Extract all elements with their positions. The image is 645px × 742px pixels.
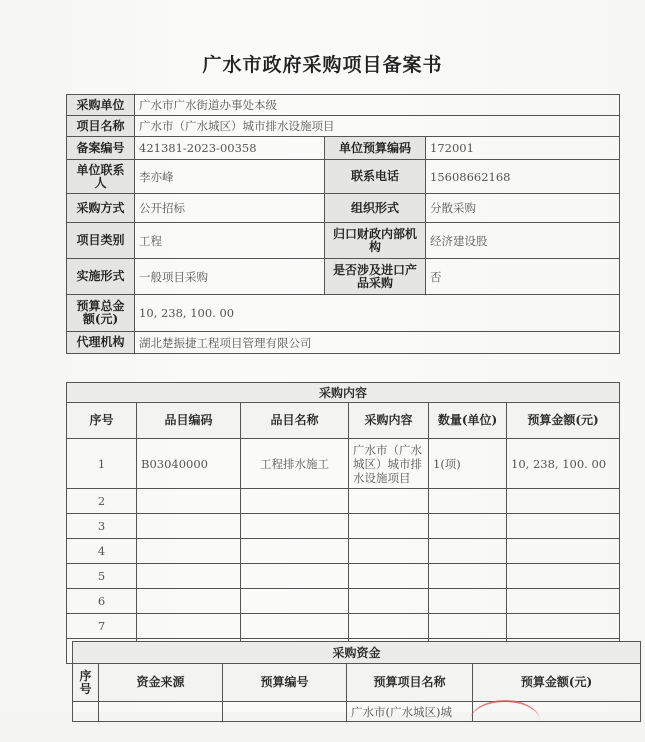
impl-label: 实施形式 xyxy=(67,259,135,295)
phone-value: 15608662168 xyxy=(426,160,620,194)
item-content xyxy=(349,564,429,589)
item-name xyxy=(241,539,349,564)
items-header-no: 序号 xyxy=(67,403,137,439)
item-qty xyxy=(429,589,507,614)
item-name xyxy=(241,489,349,514)
dept-value: 经济建设股 xyxy=(426,223,620,259)
table-row xyxy=(67,589,620,614)
item-code xyxy=(137,489,241,514)
item-qty xyxy=(429,514,507,539)
item-amount xyxy=(507,589,620,614)
item-no: 5 xyxy=(67,564,137,589)
items-section-title: 采购内容 xyxy=(67,383,620,403)
item-no: 4 xyxy=(67,539,137,564)
item-no: 7 xyxy=(67,614,137,639)
item-qty xyxy=(429,489,507,514)
record-no-label: 备案编号 xyxy=(67,137,135,160)
phone-label: 联系电话 xyxy=(325,160,426,194)
budget-code-value: 172001 xyxy=(426,137,620,160)
table-row xyxy=(67,564,620,589)
item-no: 6 xyxy=(67,589,137,614)
import-value: 否 xyxy=(426,259,620,295)
item-content xyxy=(349,614,429,639)
impl-value: 一般项目采购 xyxy=(135,259,325,295)
items-header-amount: 预算金额(元) xyxy=(507,403,620,439)
table-row xyxy=(67,489,620,514)
item-content xyxy=(349,514,429,539)
items-header-content: 采购内容 xyxy=(349,403,429,439)
org-form-label: 组织形式 xyxy=(325,194,426,223)
category-label: 项目类别 xyxy=(67,223,135,259)
items-table xyxy=(66,382,620,664)
item-code xyxy=(137,564,241,589)
budget-total-value: 10, 238, 100. 00 xyxy=(135,295,620,332)
item-amount xyxy=(507,514,620,539)
contact-label: 单位联系人 xyxy=(67,160,135,194)
funds-header-budget-name: 预算项目名称 xyxy=(347,664,473,702)
agency-value: 湖北楚振捷工程项目管理有限公司 xyxy=(135,332,620,354)
funds-header-budget-no: 预算编号 xyxy=(223,664,347,702)
funds-row-name: 广水市(广水城区)城 xyxy=(347,702,473,722)
project-label: 项目名称 xyxy=(67,116,135,137)
item-name xyxy=(241,514,349,539)
item-amount xyxy=(507,564,620,589)
item-content xyxy=(349,589,429,614)
item-content xyxy=(349,489,429,514)
item-amount xyxy=(507,489,620,514)
info-table xyxy=(66,94,620,354)
agency-label: 代理机构 xyxy=(67,332,135,354)
item-no: 1 xyxy=(67,439,137,489)
table-row xyxy=(67,439,620,489)
unit-value: 广水市广水街道办事处本级 xyxy=(135,95,620,116)
item-name xyxy=(241,614,349,639)
document-title: 广水市政府采购项目备案书 xyxy=(202,54,443,76)
items-header-qty: 数量(单位) xyxy=(429,403,507,439)
item-code xyxy=(137,589,241,614)
project-value: 广水市（广水城区）城市排水设施项目 xyxy=(135,116,620,137)
item-amount xyxy=(507,614,620,639)
item-name xyxy=(241,589,349,614)
item-qty xyxy=(429,564,507,589)
funds-header-no: 序号 xyxy=(73,664,99,702)
table-row xyxy=(67,614,620,639)
table-row xyxy=(67,539,620,564)
method-value: 公开招标 xyxy=(135,194,325,223)
item-code: B03040000 xyxy=(137,439,241,489)
item-code xyxy=(137,614,241,639)
item-no: 2 xyxy=(67,489,137,514)
item-code xyxy=(137,514,241,539)
official-stamp xyxy=(470,700,540,742)
funds-header-source: 资金来源 xyxy=(99,664,223,702)
unit-label: 采购单位 xyxy=(67,95,135,116)
item-content xyxy=(349,539,429,564)
funds-header-amount: 预算金额(元) xyxy=(473,664,641,702)
item-name xyxy=(241,564,349,589)
import-label: 是否涉及进口产品采购 xyxy=(325,259,426,295)
item-name: 工程排水施工 xyxy=(241,439,349,489)
category-value: 工程 xyxy=(135,223,325,259)
item-content: 广水市（广水城区）城市排水设施项目 xyxy=(349,439,429,489)
item-qty: 1(项) xyxy=(429,439,507,489)
record-no-value: 421381-2023-00358 xyxy=(135,137,325,160)
items-header-code: 品目编码 xyxy=(137,403,241,439)
org-form-value: 分散采购 xyxy=(426,194,620,223)
funds-section-title: 采购资金 xyxy=(73,642,641,664)
funds-table xyxy=(72,641,641,722)
item-amount: 10, 238, 100. 00 xyxy=(507,439,620,489)
method-label: 采购方式 xyxy=(67,194,135,223)
contact-value: 李亦峰 xyxy=(135,160,325,194)
items-header-name: 品目名称 xyxy=(241,403,349,439)
item-no: 3 xyxy=(67,514,137,539)
item-amount xyxy=(507,539,620,564)
item-code xyxy=(137,539,241,564)
item-qty xyxy=(429,614,507,639)
dept-label: 归口财政内部机构 xyxy=(325,223,426,259)
budget-total-label: 预算总金额(元) xyxy=(67,295,135,332)
budget-code-label: 单位预算编码 xyxy=(325,137,426,160)
table-row xyxy=(67,514,620,539)
item-qty xyxy=(429,539,507,564)
